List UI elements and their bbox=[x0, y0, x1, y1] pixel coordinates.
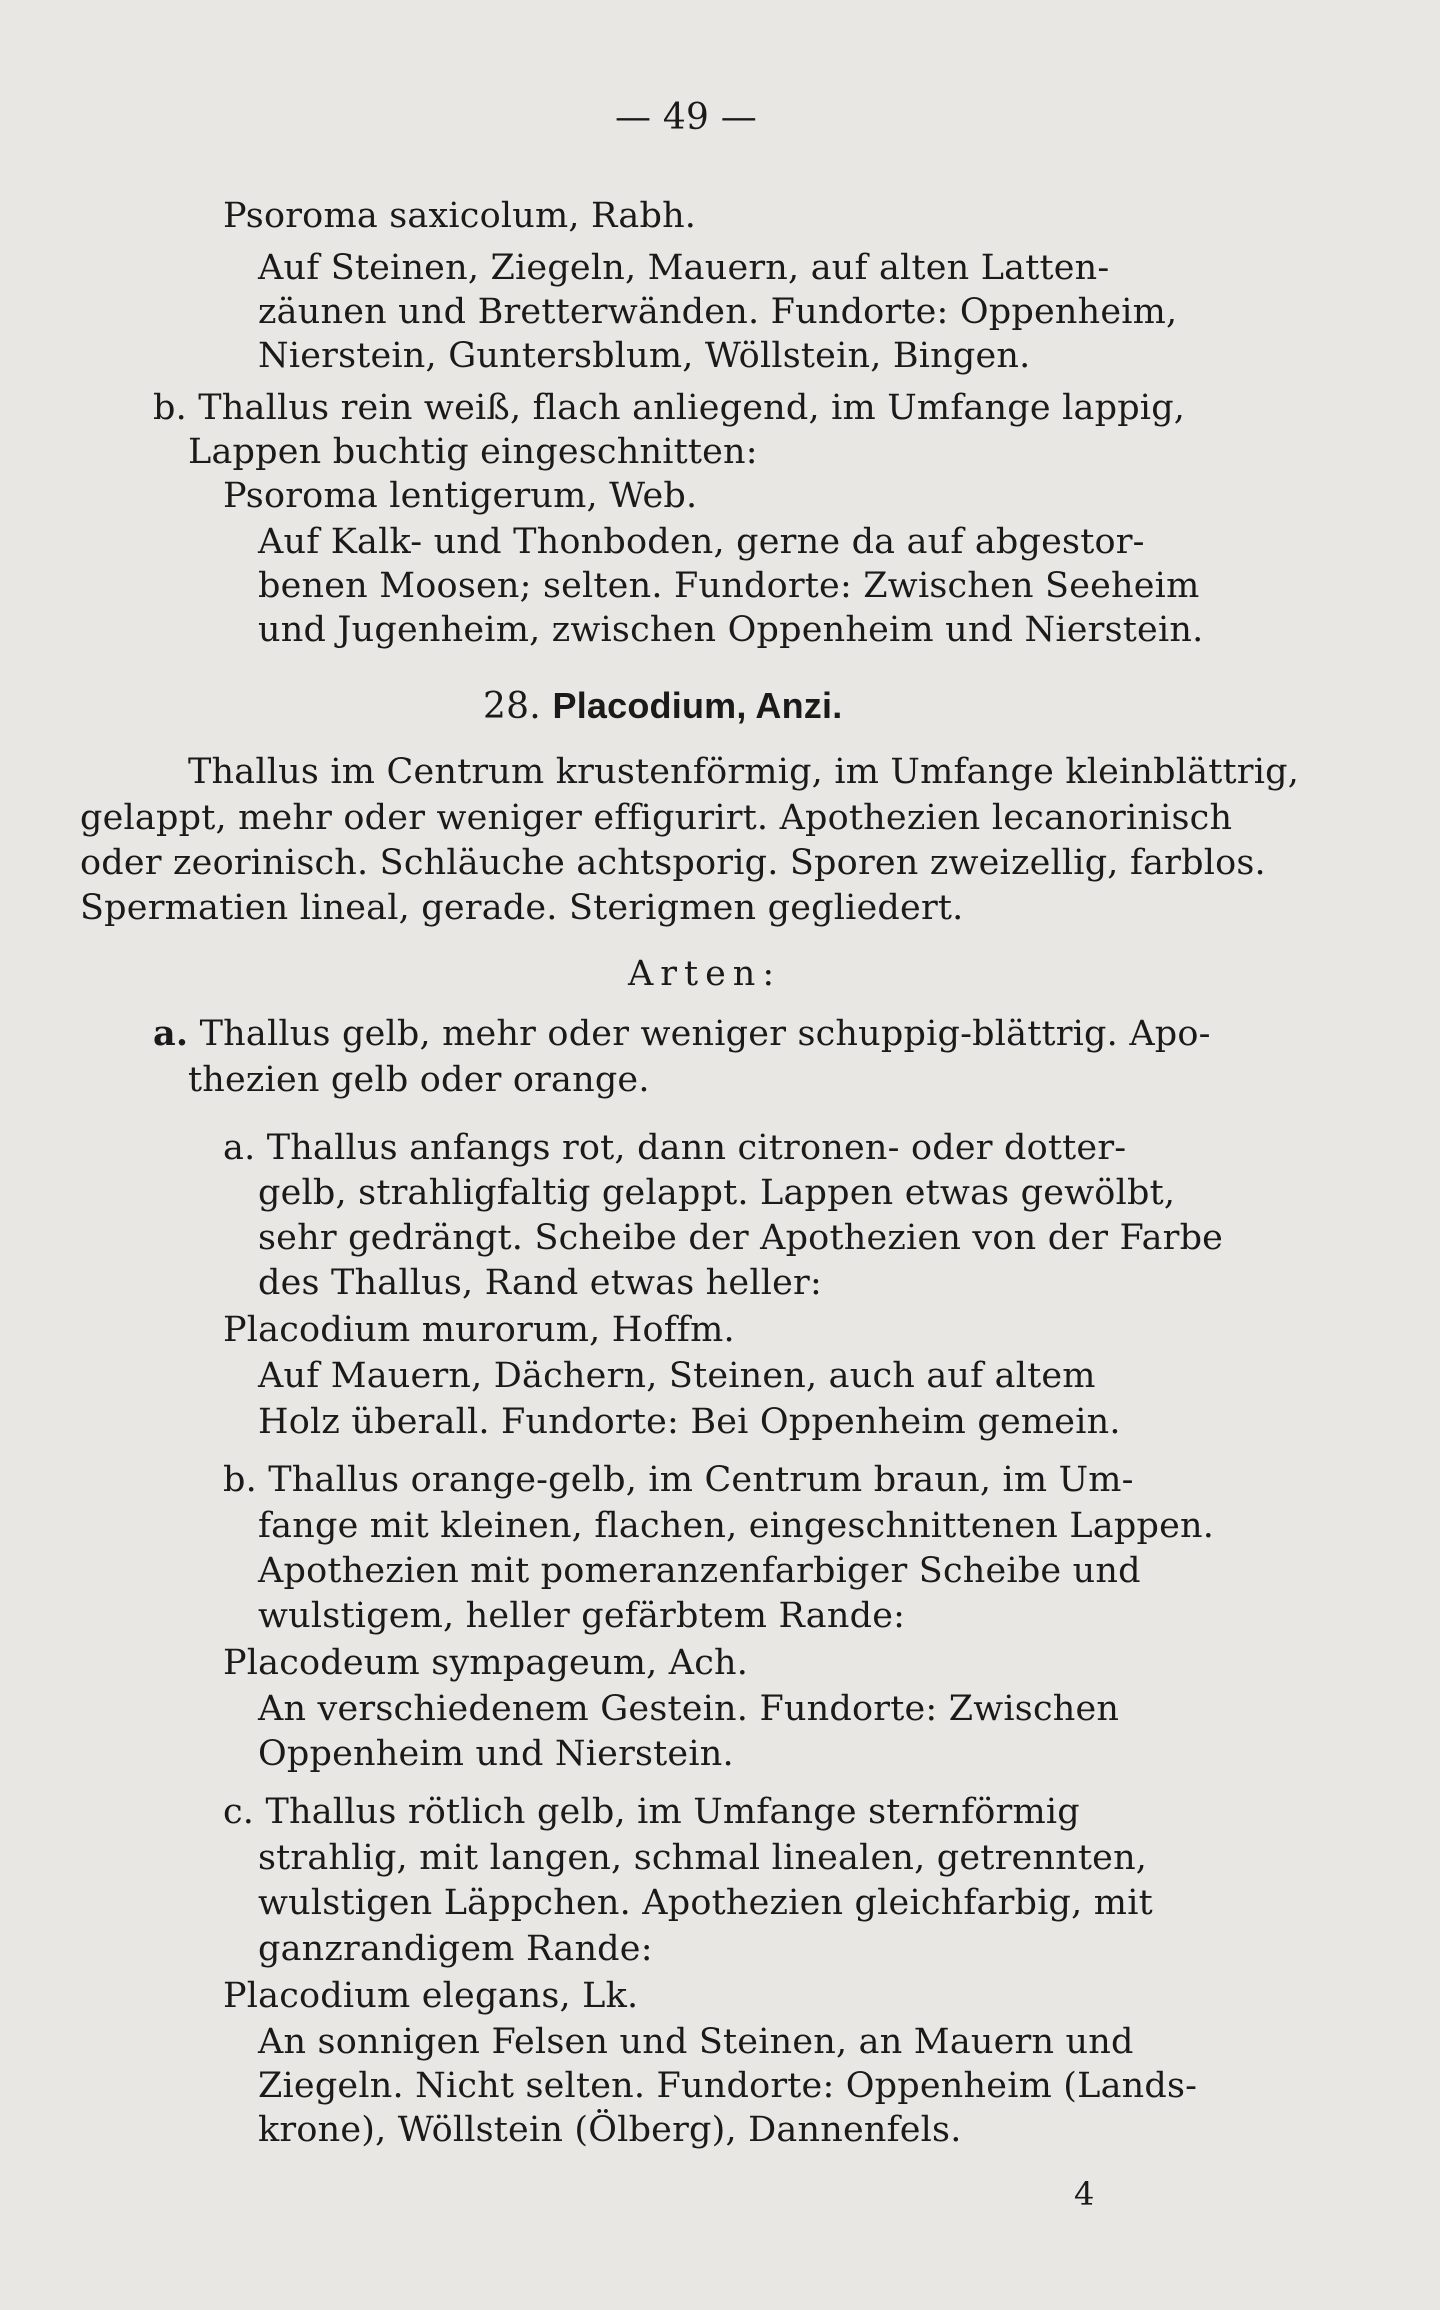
text-line: zäunen und Bretterwänden. Fundorte: Oppenheim, bbox=[258, 292, 1178, 332]
text-line: Lappen buchtig eingeschnitten: bbox=[188, 432, 758, 472]
text-line: Spermatien lineal, gerade. Sterigmen gegliedert. bbox=[80, 888, 964, 928]
text-line: c. Thallus rötlich gelb, im Umfange sternförmig bbox=[223, 1792, 1080, 1832]
species-name-placodium-murorum: Placodium murorum, Hoffm. bbox=[223, 1310, 735, 1350]
species-name-placodeum-sympageum: Placodeum sympageum, Ach. bbox=[223, 1643, 749, 1683]
text-line: wulstigen Läppchen. Apothezien gleichfarbig, mit bbox=[258, 1883, 1153, 1923]
text-line: Nierstein, Guntersblum, Wöllstein, Bingen. bbox=[258, 336, 1031, 376]
section-label-arten: Arten: bbox=[628, 954, 782, 994]
text-line: benen Moosen; selten. Fundorte: Zwischen Seeheim bbox=[258, 566, 1200, 606]
text-line: wulstigem, heller gefärbtem Rande: bbox=[258, 1596, 906, 1636]
heading-number: 28. bbox=[483, 686, 541, 727]
text-line: fange mit kleinen, flachen, eingeschnittenen Lappen. bbox=[258, 1506, 1215, 1546]
page-number: — 49 — bbox=[615, 97, 757, 138]
text-line: Auf Kalk- und Thonboden, gerne da auf abgestor- bbox=[258, 522, 1145, 562]
text-line: Thallus im Centrum krustenförmig, im Umfange kleinblättrig, bbox=[188, 752, 1300, 792]
text-line: des Thallus, Rand etwas heller: bbox=[258, 1263, 822, 1303]
item-a bbox=[153, 1014, 1211, 1054]
text-line: Auf Steinen, Ziegeln, Mauern, auf alten Latten- bbox=[258, 248, 1110, 288]
text-line: krone), Wöllstein (Ölberg), Dannenfels. bbox=[258, 2110, 962, 2150]
signature-mark: 4 bbox=[1074, 2175, 1095, 2213]
text-line: gelb, strahligfaltig gelappt. Lappen etwas gewölbt, bbox=[258, 1173, 1176, 1213]
species-name-placodium-elegans: Placodium elegans, Lk. bbox=[223, 1976, 639, 2016]
text-line: b. Thallus orange-gelb, im Centrum braun, im Um- bbox=[223, 1460, 1134, 1500]
species-name-psoroma-lentigerum: Psoroma lentigerum, Web. bbox=[223, 476, 698, 516]
text-line: gelappt, mehr oder weniger effigurirt. Apothezien lecanorinisch bbox=[80, 798, 1233, 838]
text-line: b. Thallus rein weiß, flach anliegend, im Umfange lappig, bbox=[153, 388, 1186, 428]
item-a-text: Thallus gelb, mehr oder weniger schuppig-blättrig. Apo- bbox=[199, 1014, 1211, 1054]
species-name-psoroma-saxicolum: Psoroma saxicolum, Rabh. bbox=[223, 196, 697, 236]
text-line: Auf Mauern, Dächern, Steinen, auch auf altem bbox=[258, 1356, 1096, 1396]
text-line: thezien gelb oder orange. bbox=[188, 1060, 650, 1100]
item-a-label: a. bbox=[153, 1013, 189, 1054]
text-line: Ziegeln. Nicht selten. Fundorte: Oppenheim (Lands- bbox=[258, 2066, 1198, 2106]
text-line: strahlig, mit langen, schmal linealen, getrennten, bbox=[258, 1838, 1148, 1878]
text-line: a. Thallus anfangs rot, dann citronen- oder dotter- bbox=[223, 1128, 1127, 1168]
text-line: ganzrandigem Rande: bbox=[258, 1929, 653, 1969]
text-line: An verschiedenem Gestein. Fundorte: Zwischen bbox=[258, 1689, 1120, 1729]
text-line: Holz überall. Fundorte: Bei Oppenheim gemein. bbox=[258, 1402, 1121, 1442]
text-line: oder zeorinisch. Schläuche achtsporig. Sporen zweizellig, farblos. bbox=[80, 843, 1266, 883]
text-line: Apothezien mit pomeranzenfarbiger Scheibe und bbox=[258, 1551, 1141, 1591]
text-line: An sonnigen Felsen und Steinen, an Mauern und bbox=[258, 2022, 1134, 2062]
heading-genus-name: Placodium, Anzi. bbox=[552, 685, 843, 726]
genus-heading bbox=[483, 686, 842, 727]
text-line: sehr gedrängt. Scheibe der Apothezien von der Farbe bbox=[258, 1218, 1224, 1258]
text-line: Oppenheim und Nierstein. bbox=[258, 1734, 734, 1774]
text-line: und Jugenheim, zwischen Oppenheim und Nierstein. bbox=[258, 610, 1204, 650]
